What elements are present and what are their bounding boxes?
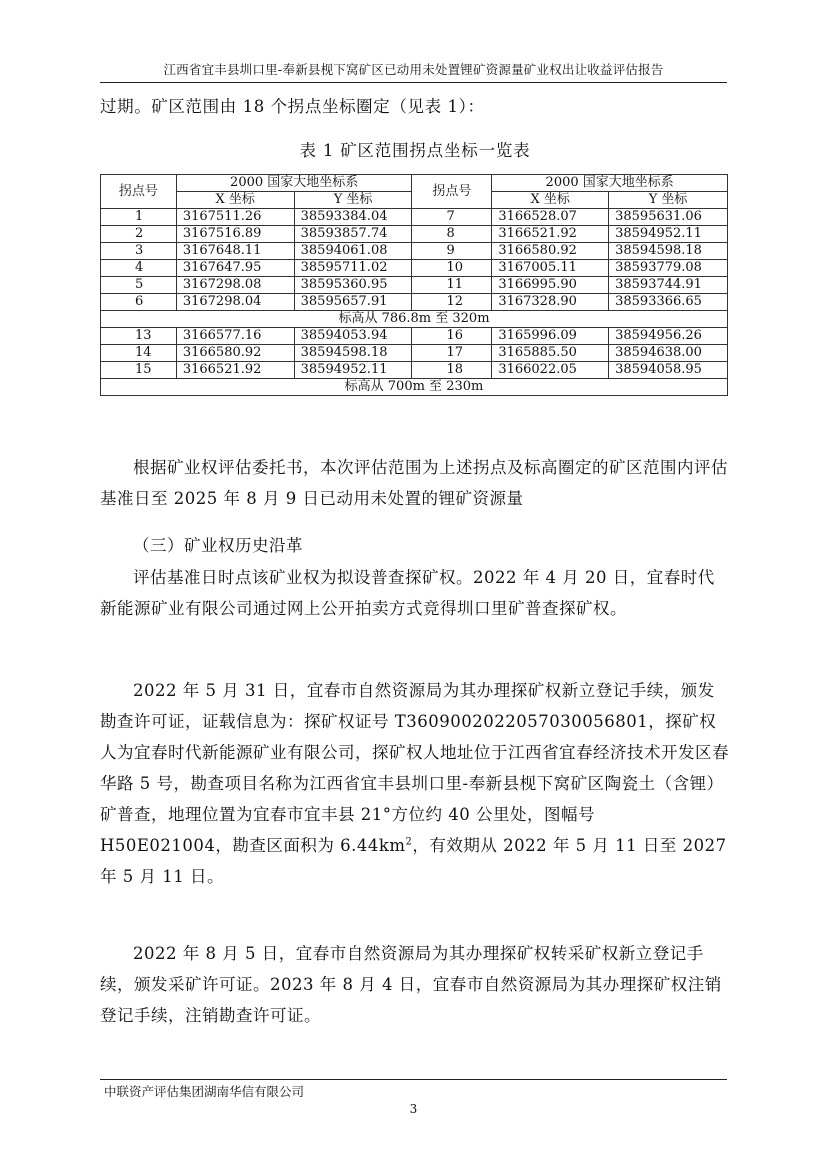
history-paragraph-3: 2022 年 8 月 5 日，宜春市自然资源局为其办理探矿权转采矿权新立登记手续，颁发采矿许可证。2023 年 8 月 4 日，宜春市自然资源局为其办理探矿权注销登记手续，注销勘查许可证。 [100, 944, 722, 1025]
y-coordinate-cell: 38594952.11 [294, 362, 412, 379]
history-paragraph-1: 评估基准日时点该矿业权为拟设普查探矿权。2022 年 4 月 20 日，宜春时代新能源矿业有限公司通过网上公开拍卖方式竞得圳口里矿普查探矿权。 [100, 568, 715, 618]
history-paragraph-2 [100, 675, 730, 892]
x-coordinate-cell: 3167005.11 [492, 260, 609, 277]
table-row [101, 328, 728, 345]
point-number-cell: 13 [101, 328, 177, 345]
col-x-header-right: X 坐标 [492, 192, 609, 209]
y-coordinate-cell: 38594058.95 [609, 362, 728, 379]
y-coordinate-cell: 38595360.95 [294, 277, 412, 294]
point-number-cell: 14 [101, 345, 177, 362]
x-coordinate-cell: 3166995.90 [492, 277, 609, 294]
table-row [101, 345, 728, 362]
point-number-cell: 4 [101, 260, 177, 277]
y-coordinate-cell: 38594956.26 [609, 328, 728, 345]
table-header-row [101, 175, 728, 192]
footer-divider [100, 1079, 727, 1080]
table-caption: 表 1 矿区范围拐点坐标一览表 [299, 141, 531, 160]
table-row [101, 294, 728, 311]
y-coordinate-cell: 38593779.08 [609, 260, 728, 277]
y-coordinate-cell: 38594053.94 [294, 328, 412, 345]
elevation-row-1 [101, 311, 728, 328]
table-row [101, 209, 728, 226]
intro-line: 过期。矿区范围由 18 个拐点坐标圈定（见表 1）： [100, 97, 485, 116]
col-system-header-right: 2000 国家大地坐标系 [492, 175, 728, 192]
point-number-cell: 11 [412, 277, 492, 294]
table-row [101, 243, 728, 260]
x-coordinate-cell: 3167298.08 [176, 277, 294, 294]
page-header: 江西省宜丰县圳口里-奉新县枧下窝矿区已动用未处置锂矿资源量矿业权出让收益评估报告 [100, 58, 727, 83]
scope-paragraph: 根据矿业权评估委托书，本次评估范围为上述拐点及标高圈定的矿区范围内评估基准日至 2025 年 8 月 9 日已动用未处置的锂矿资源量 [100, 458, 728, 508]
point-number-cell: 12 [412, 294, 492, 311]
point-number-cell: 2 [101, 226, 177, 243]
point-number-cell: 18 [412, 362, 492, 379]
y-coordinate-cell: 38594638.00 [609, 345, 728, 362]
y-coordinate-cell: 38595631.06 [609, 209, 728, 226]
point-number-cell: 17 [412, 345, 492, 362]
elevation-row-2 [101, 379, 728, 396]
table-row [101, 277, 728, 294]
table-row [101, 226, 728, 243]
point-number-cell: 15 [101, 362, 177, 379]
col-x-header-left: X 坐标 [176, 192, 294, 209]
x-coordinate-cell: 3166521.92 [492, 226, 609, 243]
point-number-cell: 1 [101, 209, 177, 226]
section-heading: （三）矿业权历史沿革 [133, 536, 303, 555]
col-y-header-left: Y 坐标 [294, 192, 412, 209]
page-number: 3 [409, 1102, 418, 1116]
x-coordinate-cell: 3166577.16 [176, 328, 294, 345]
col-point-header-right: 拐点号 [412, 175, 492, 209]
history-2-superscript: 2 [405, 836, 413, 848]
y-coordinate-cell: 38593366.65 [609, 294, 728, 311]
elevation-1: 标高从 786.8m 至 320m [101, 311, 728, 328]
point-number-cell: 3 [101, 243, 177, 260]
y-coordinate-cell: 38594061.08 [294, 243, 412, 260]
x-coordinate-cell: 3167648.11 [176, 243, 294, 260]
x-coordinate-cell: 3165996.09 [492, 328, 609, 345]
point-number-cell: 16 [412, 328, 492, 345]
history-2-text-b: ，有效期从 2022 年 5 月 11 日至 2027 年 5 月 11 日。 [100, 836, 727, 886]
x-coordinate-cell: 3165885.50 [492, 345, 609, 362]
table-row [101, 260, 728, 277]
x-coordinate-cell: 3167328.90 [492, 294, 609, 311]
y-coordinate-cell: 38594598.18 [609, 243, 728, 260]
x-coordinate-cell: 3167511.26 [176, 209, 294, 226]
coordinate-table [100, 174, 728, 396]
table-row [101, 362, 728, 379]
x-coordinate-cell: 3167516.89 [176, 226, 294, 243]
x-coordinate-cell: 3166580.92 [176, 345, 294, 362]
history-2-text-a: 2022 年 5 月 31 日，宜春市自然资源局为其办理探矿权新立登记手续，颁发勘查许可证，证载信息为：探矿权证号 T36090020220570300568​01，探矿权人为宜春时代新能源矿业有限公司，探矿权人地址位于江西省宜春经济技术开发区春华路 5 号，勘查项目名称为江西省宜丰县圳口里-奉新县枧下窝矿区陶瓷土（含锂）矿普查，地理位置为宜春市宜丰县 21°方位约 40 公里处，图幅号 H50E021004，勘查区面积为 6.44km [100, 681, 729, 855]
y-coordinate-cell: 38593384.04 [294, 209, 412, 226]
col-point-header: 拐点号 [101, 175, 177, 209]
y-coordinate-cell: 38595711.02 [294, 260, 412, 277]
x-coordinate-cell: 3166580.92 [492, 243, 609, 260]
point-number-cell: 9 [412, 243, 492, 260]
point-number-cell: 8 [412, 226, 492, 243]
point-number-cell: 7 [412, 209, 492, 226]
x-coordinate-cell: 3166022.05 [492, 362, 609, 379]
y-coordinate-cell: 38593857.74 [294, 226, 412, 243]
x-coordinate-cell: 3167298.04 [176, 294, 294, 311]
point-number-cell: 10 [412, 260, 492, 277]
y-coordinate-cell: 38594952.11 [609, 226, 728, 243]
y-coordinate-cell: 38595657.91 [294, 294, 412, 311]
col-system-header-left: 2000 国家大地坐标系 [176, 175, 412, 192]
y-coordinate-cell: 38594598.18 [294, 345, 412, 362]
elevation-2: 标高从 700m 至 230m [101, 379, 728, 396]
footer-company: 中联资产评估集团湖南华信有限公司 [104, 1084, 305, 1099]
x-coordinate-cell: 3166528.07 [492, 209, 609, 226]
y-coordinate-cell: 38593744.91 [609, 277, 728, 294]
point-number-cell: 6 [101, 294, 177, 311]
point-number-cell: 5 [101, 277, 177, 294]
x-coordinate-cell: 3166521.92 [176, 362, 294, 379]
col-y-header-right: Y 坐标 [609, 192, 728, 209]
x-coordinate-cell: 3167647.95 [176, 260, 294, 277]
